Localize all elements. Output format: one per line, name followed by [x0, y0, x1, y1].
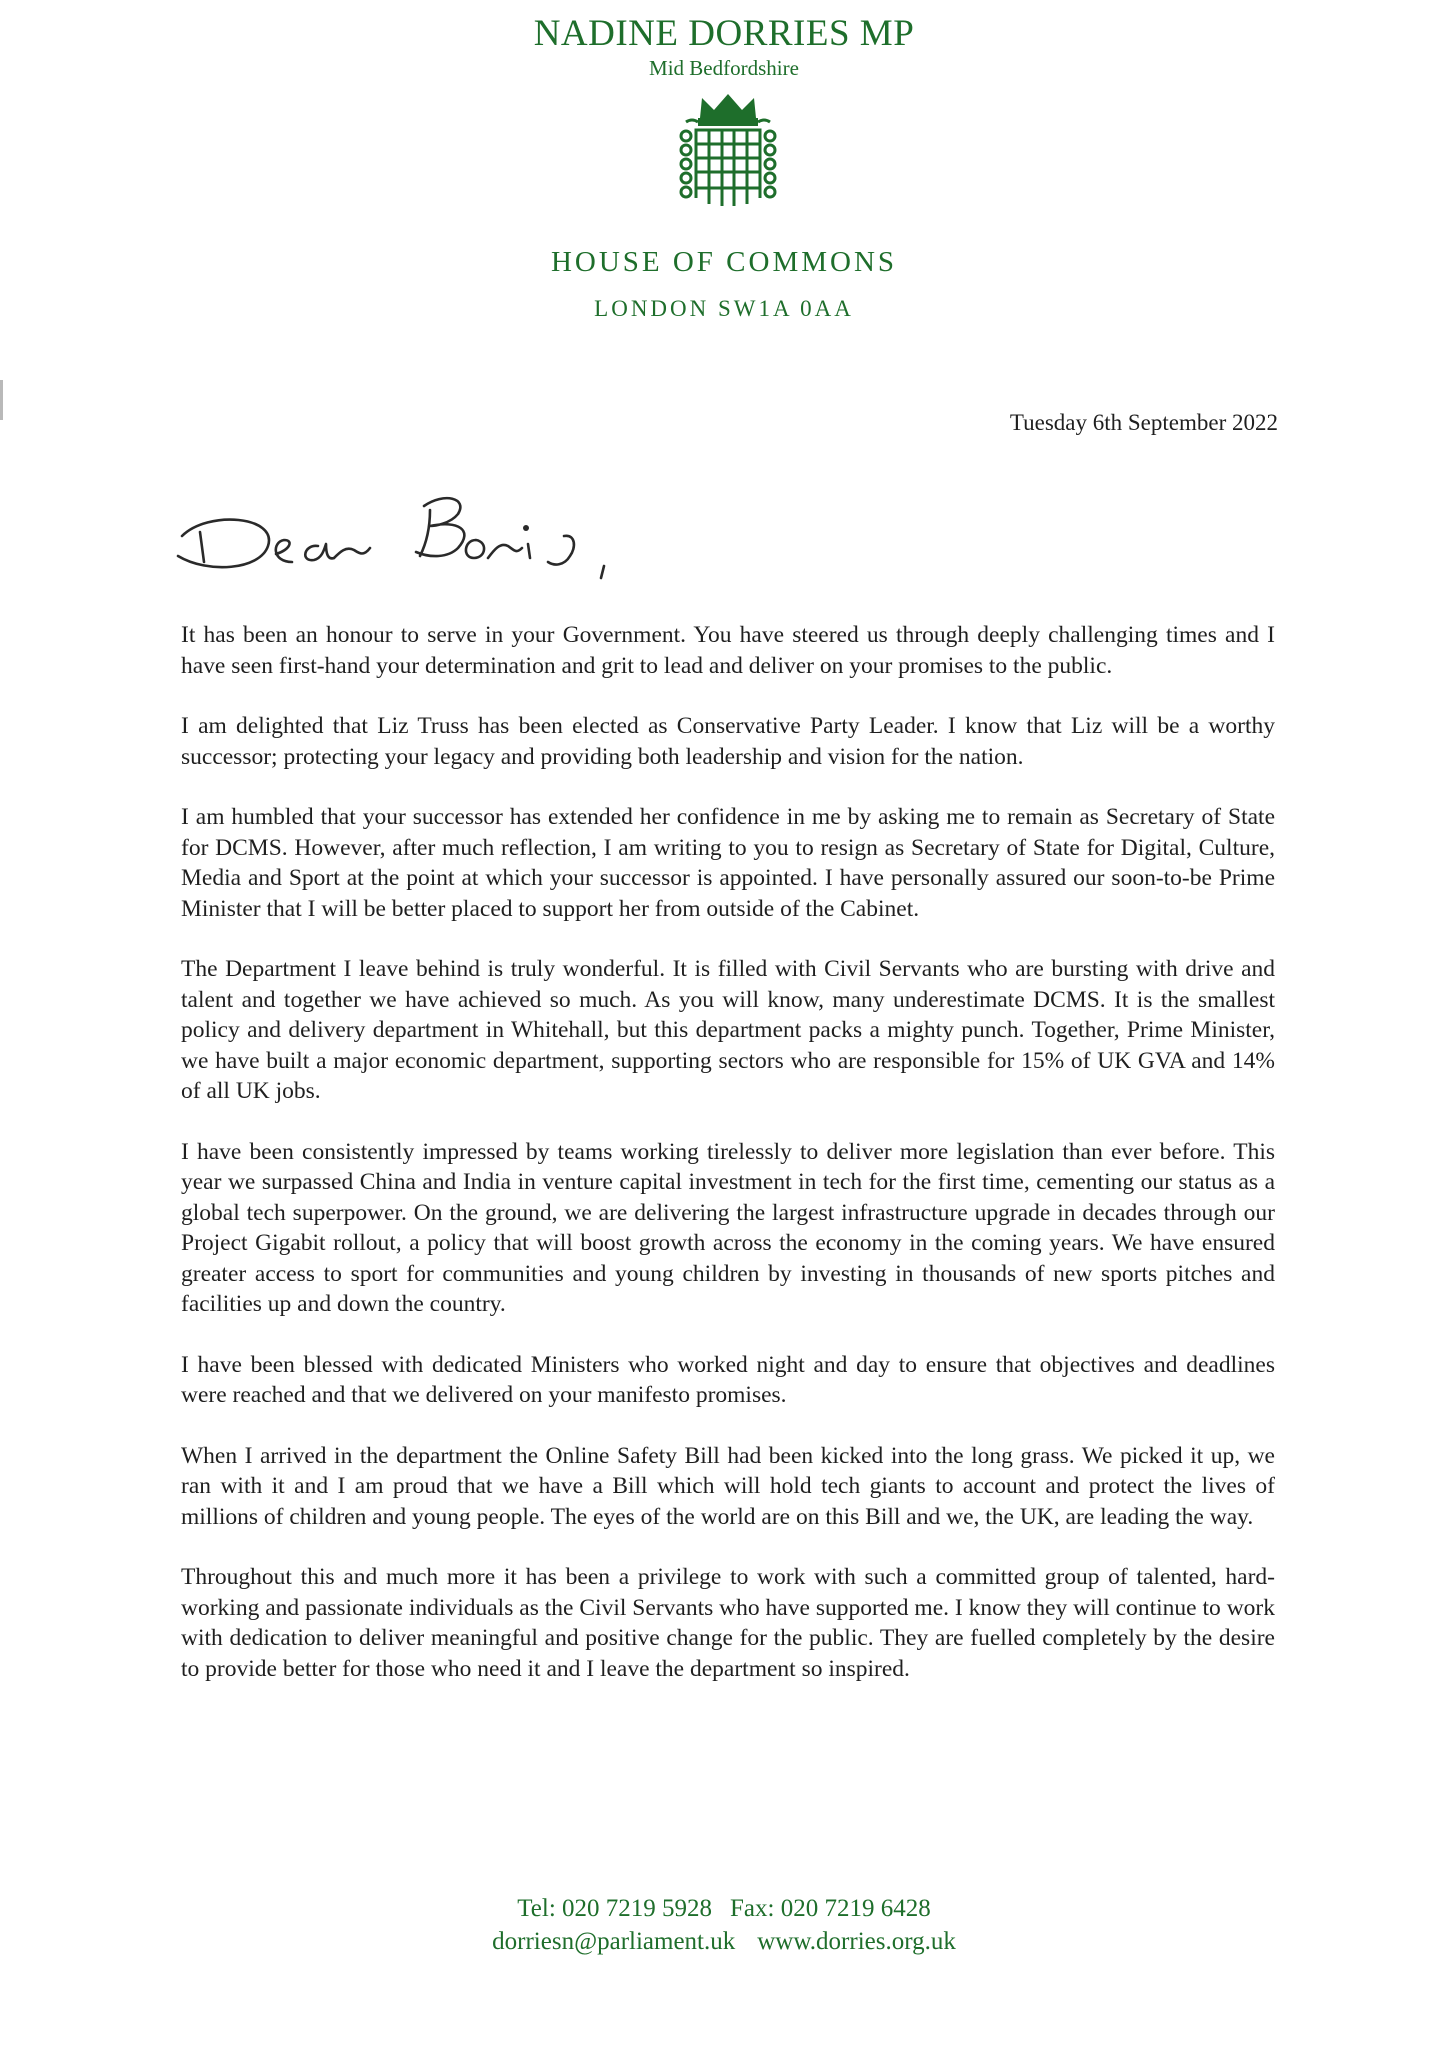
paragraph: I am delighted that Liz Truss has been elected as Conservative Party Leader. I know that Liz will be a worthy successor; protecting your legacy and providing both leadership and vision for the nation. — [181, 713, 1275, 770]
paragraph: I am humbled that your successor has extended her confidence in me by asking me to remain as Secretary of State for DCMS. However, after much reflection, I am writing to you to resign as Secretary of State for Digital, Culture, Media and Sport at the point at which your successor is appointed. I have personally assured our soon-to-be Prime Minister that I will be better placed to support her from outside of the Cabinet. — [181, 804, 1275, 922]
paragraph: Throughout this and much more it has been a privilege to work with such a committed group of talented, hard-working and passionate individuals as the Civil Servants who have supported me. I know they will continue to work with dedication to deliver meaningful and positive change for the public. They are fuelled completely by the desire to provide better for those who need it and I leave the department so inspired. — [181, 1564, 1275, 1682]
paragraph: When I arrived in the department the Online Safety Bill had been kicked into the long grass. We picked it up, we ran with it and I am proud that we have a Bill which will hold tech giants to account and protect the lives of millions of children and young people. The eyes of the world are on this Bill and we, the UK, are leading the way. — [181, 1442, 1275, 1530]
email-address[interactable]: dorriesn@parliament.uk — [492, 1928, 736, 1955]
house-of-commons: HOUSE OF COMMONS — [550, 246, 898, 278]
footer-phone-line — [0, 1895, 1448, 1923]
paragraph: I have been blessed with dedicated Ministers who worked night and day to ensure that objectives and deadlines were reached and that we delivered on your manifesto promises. — [181, 1351, 1275, 1408]
letter-date: Tuesday 6th September 2022 — [1009, 410, 1278, 435]
paragraph: It has been an honour to serve in your Government. You have steered us through deeply challenging times and I have seen first-hand your determination and grit to lead and deliver on your promises to the public. — [181, 622, 1275, 679]
portcullis-icon — [672, 88, 784, 212]
website-link[interactable]: www.dorries.org.uk — [757, 1928, 956, 1955]
handwritten-salutation — [168, 470, 668, 590]
fax: Fax: 020 7219 6428 — [730, 1895, 931, 1922]
scan-edge-mark — [0, 380, 3, 420]
footer-web-line — [0, 1928, 1448, 1956]
mp-name: NADINE DORRIES MP — [533, 13, 915, 54]
paragraph: I have been consistently impressed by teams working tirelessly to deliver more legislation than ever before. This year we surpassed China and India in venture capital investment in tech for the first time, cementing our status as a global tech superpower. On the ground, we are delivering the largest infrastructure upgrade in decades through our Project Gigabit rollout, a policy that will boost growth across the economy in the coming years. We have ensured greater access to sport for communities and young children by investing in thousands of new sports pitches and facilities up and down the country. — [181, 1138, 1275, 1317]
address: LONDON SW1A 0AA — [594, 296, 854, 321]
constituency: Mid Bedfordshire — [649, 56, 799, 80]
letter-body — [181, 620, 1275, 1714]
paragraph: The Department I leave behind is truly wonderful. It is filled with Civil Servants who are bursting with drive and talent and together we have achieved so much. As you will know, many underestimate DCMS. It is the smallest policy and delivery department in Whitehall, but this department packs a mighty punch. Together, Prime Minister, we have built a major economic department, supporting sectors who are responsible for 15% of UK GVA and 14% of all UK jobs. — [181, 956, 1275, 1104]
telephone: Tel: 020 7219 5928 — [517, 1895, 713, 1922]
